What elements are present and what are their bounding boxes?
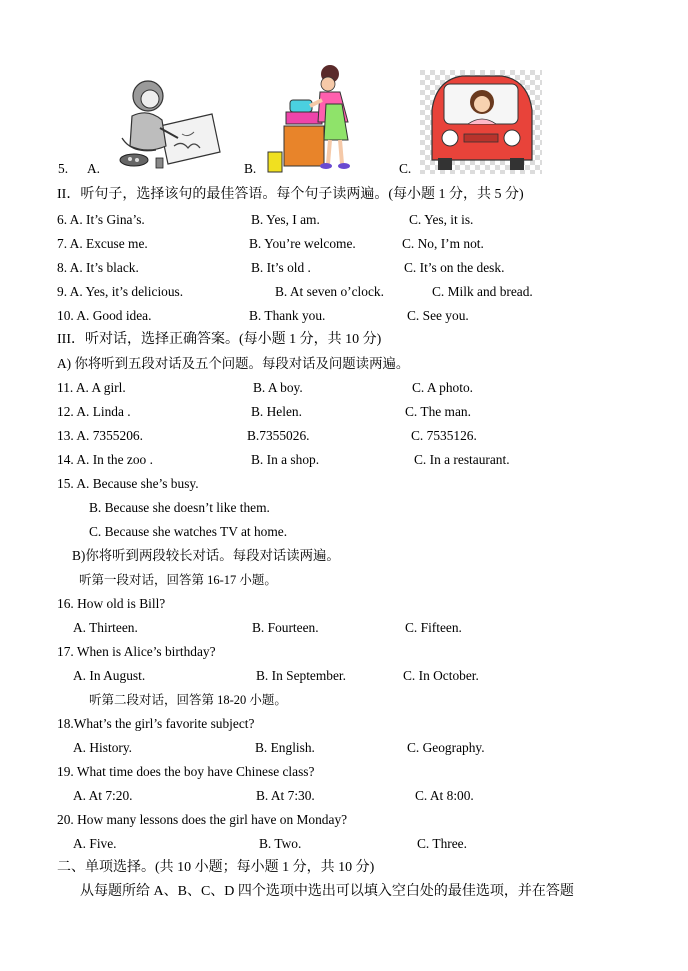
- q16-option-a: A. Thirteen.: [73, 620, 138, 635]
- section-4-title: 二、单项选择。(共 10 小题；每小题 1 分，共 10 分): [57, 860, 375, 875]
- q11-option-c: C. A photo.: [412, 380, 474, 395]
- option-b-label: B.: [244, 161, 257, 176]
- q18-option-a: A. History.: [73, 740, 133, 755]
- part-b-instruction: B)你将听到两段较长对话。每段对话读两遍。: [72, 548, 340, 563]
- q13-option-a: 13. A. 7355206.: [57, 428, 143, 443]
- q20-question: 20. How many lessons does the girl have on Monday?: [57, 812, 348, 827]
- q16-option-c: C. Fifteen.: [405, 620, 462, 635]
- q6-option-a: 6. A. It’s Gina’s.: [57, 212, 145, 227]
- q17-option-c: C. In October.: [403, 668, 479, 683]
- q18-question: 18.What’s the girl’s favorite subject?: [57, 716, 255, 731]
- q16-option-b: B. Fourteen.: [252, 620, 319, 635]
- q6-option-c: C. Yes, it is.: [409, 212, 474, 227]
- q19-question: 19. What time does the boy have Chinese class?: [57, 764, 315, 779]
- q9-option-a: 9. A. Yes, it’s delicious.: [57, 284, 184, 299]
- q12-option-a: 12. A. Linda .: [57, 404, 131, 419]
- q13-option-b: B.7355026.: [247, 428, 310, 443]
- q19-option-a: A. At 7:20.: [73, 788, 133, 803]
- q13-option-c: C. 7535126.: [411, 428, 477, 443]
- q15-option-c: C. Because she watches TV at home.: [89, 524, 288, 539]
- q11-option-a: 11. A. A girl.: [57, 380, 126, 395]
- q8-option-c: C. It’s on the desk.: [404, 260, 505, 275]
- q17-question: 17. When is Alice’s birthday?: [57, 644, 216, 659]
- q14-option-a: 14. A. In the zoo .: [57, 452, 153, 467]
- q15-option-a: 15. A. Because she’s busy.: [57, 476, 199, 491]
- dialogue-1-note: 听第一段对话，回答第 16-17 小题。: [79, 573, 277, 587]
- q7-option-b: B. You’re welcome.: [249, 236, 356, 251]
- woman-driving-car-icon: [420, 70, 542, 174]
- q16-question: 16. How old is Bill?: [57, 596, 166, 611]
- section-2-title: II．听句子，选择该句的最佳答语。每个句子读两遍。(每小题 1 分，共 5 分): [57, 187, 524, 202]
- q14-option-b: B. In a shop.: [251, 452, 320, 467]
- option-c-label: C.: [399, 161, 412, 176]
- dialogue-2-note: 听第二段对话，回答第 18-20 小题。: [89, 693, 287, 707]
- q8-option-b: B. It’s old .: [251, 260, 311, 275]
- q12-option-b: B. Helen.: [251, 404, 302, 419]
- option-a-label: A.: [87, 161, 101, 176]
- part-a-instruction: A) 你将听到五段对话及五个问题。每段对话及问题读两遍。: [57, 356, 410, 371]
- q17-option-b: B. In September.: [256, 668, 347, 683]
- q17-option-a: A. In August.: [73, 668, 146, 683]
- q18-option-c: C. Geography.: [407, 740, 485, 755]
- question-number: 5.: [58, 161, 69, 176]
- q20-option-c: C. Three.: [417, 836, 467, 851]
- q19-option-c: C. At 8:00.: [415, 788, 474, 803]
- q9-option-b: B. At seven o’clock.: [275, 284, 384, 299]
- q12-option-c: C. The man.: [405, 404, 471, 419]
- woman-cooking-icon: [266, 60, 366, 174]
- q20-option-a: A. Five.: [73, 836, 117, 851]
- q19-option-b: B. At 7:30.: [256, 788, 315, 803]
- q9-option-c: C. Milk and bread.: [432, 284, 533, 299]
- q10-option-b: B. Thank you.: [249, 308, 326, 323]
- girl-painting-icon: [112, 68, 222, 172]
- q15-option-b: B. Because she doesn’t like them.: [89, 500, 270, 515]
- q7-option-c: C. No, I’m not.: [402, 236, 484, 251]
- q7-option-a: 7. A. Excuse me.: [57, 236, 148, 251]
- section-4-instruction: 从每题所给 A、B、C、D 四个选项中选出可以填入空白处的最佳选项，并在答题: [80, 884, 574, 899]
- section-3-title: III．听对话，选择正确答案。(每小题 1 分，共 10 分): [57, 332, 382, 347]
- q10-option-a: 10. A. Good idea.: [57, 308, 152, 323]
- q8-option-a: 8. A. It’s black.: [57, 260, 139, 275]
- q20-option-b: B. Two.: [259, 836, 302, 851]
- q10-option-c: C. See you.: [407, 308, 469, 323]
- q11-option-b: B. A boy.: [253, 380, 303, 395]
- q14-option-c: C. In a restaurant.: [414, 452, 510, 467]
- q18-option-b: B. English.: [255, 740, 315, 755]
- q6-option-b: B. Yes, I am.: [251, 212, 320, 227]
